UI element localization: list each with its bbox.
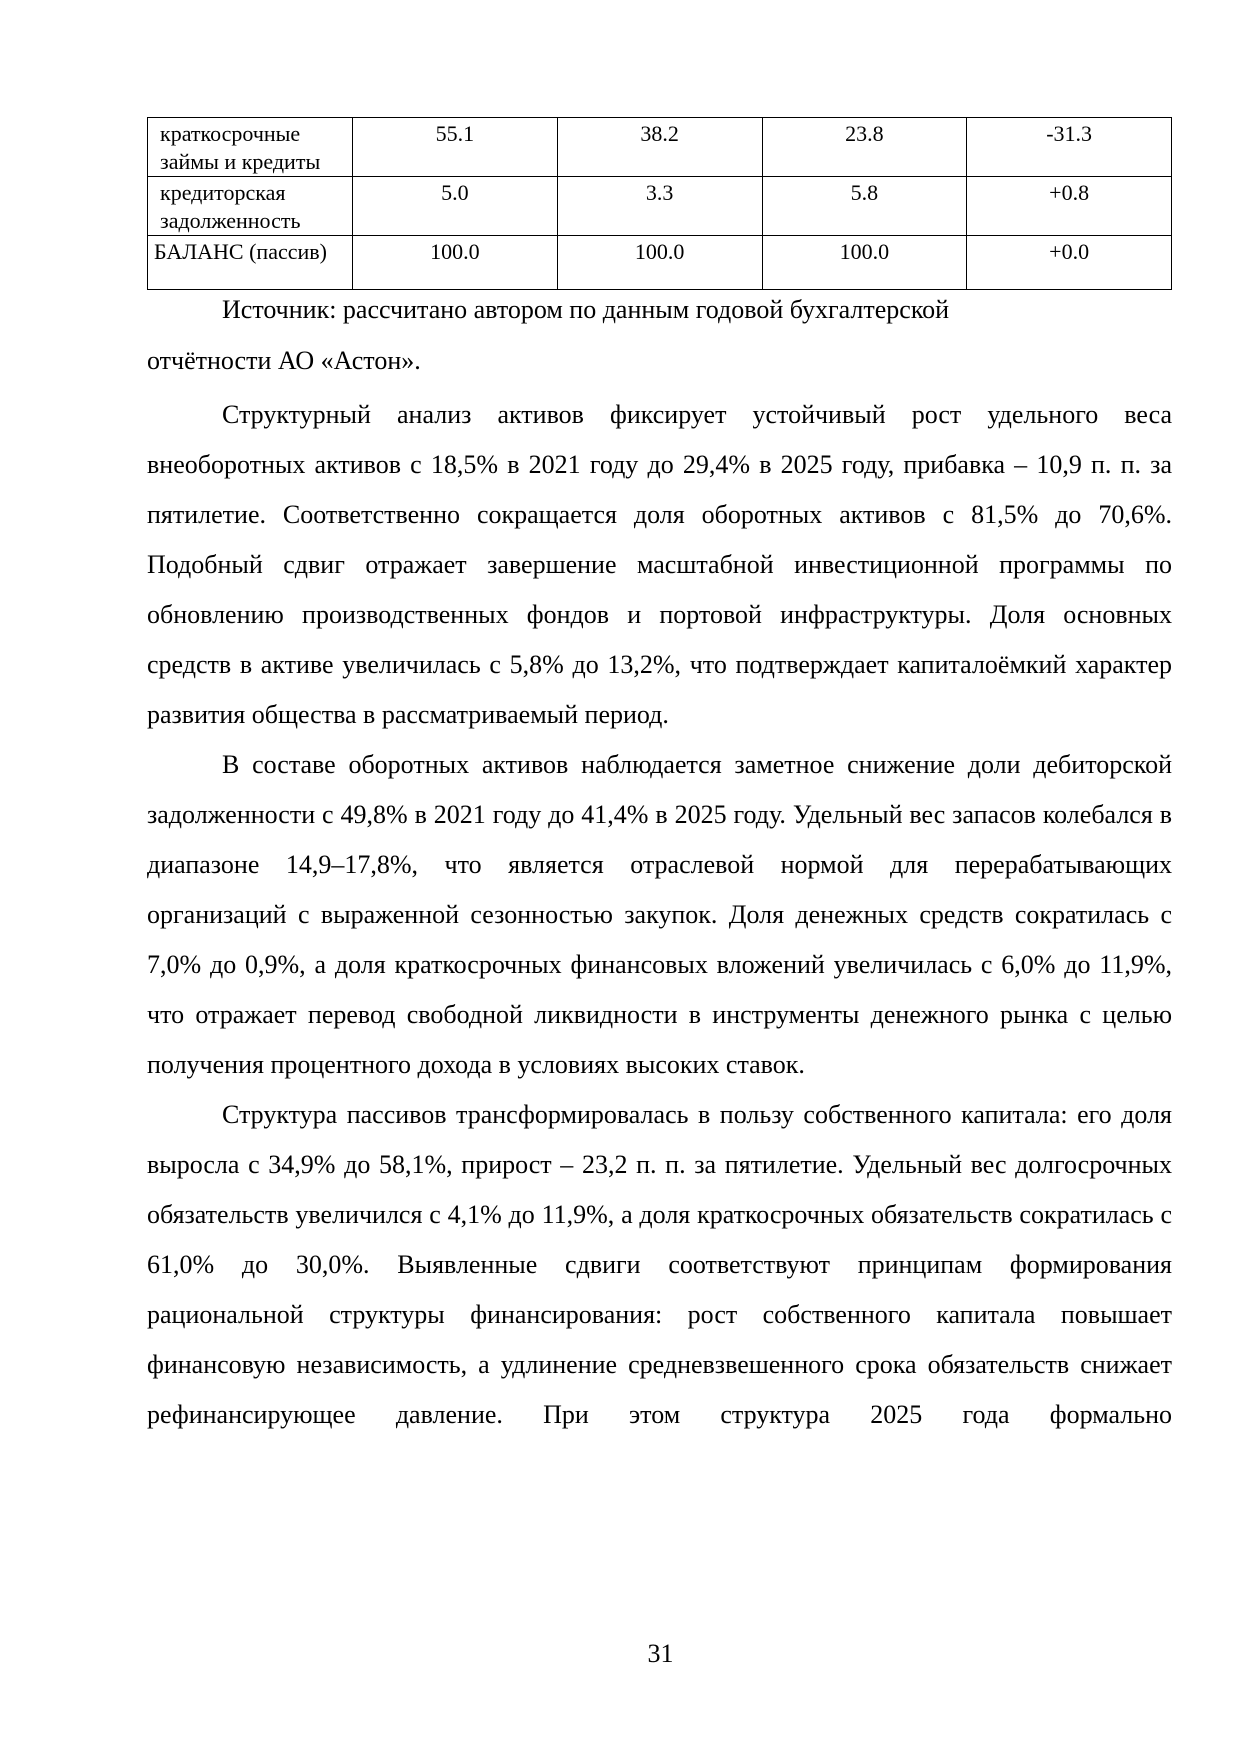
table-cell: 55.1 — [353, 118, 558, 177]
page-number: 31 — [647, 1639, 674, 1668]
table-cell: 5.8 — [762, 177, 967, 236]
row-label: краткосрочные займы и кредиты — [148, 118, 353, 177]
paragraph: Структурный анализ активов фиксирует устойчивый рост удельного веса внеоборотных активов с 18,5% в 2021 году до 29,4% в 2025 году, прибавка – 10,9 п. п. за пятилетие. Соответственно сокращается доля оборотных активов с 81,5% до 70,6%. Подобный сдвиг отражает завершение масштабной инвестиционной программы по обновлению производственных фондов и портовой инфраструктуры. Доля основных средств в активе увеличилась с 5,8% до 13,2%, что подтверждает капиталоёмкий характер развития общества в рассматриваемый период. — [147, 400, 1172, 729]
table-cell: 100.0 — [762, 236, 967, 290]
table-row — [148, 118, 1172, 177]
table-cell: 38.2 — [557, 118, 762, 177]
table-cell: 5.0 — [353, 177, 558, 236]
table-row — [148, 177, 1172, 236]
row-label: БАЛАНС (пассив) — [148, 236, 353, 290]
table-cell: +0.0 — [967, 236, 1172, 290]
table-row — [148, 236, 1172, 290]
body-text — [147, 390, 1172, 1440]
table-cell: 100.0 — [353, 236, 558, 290]
table-cell: +0.8 — [967, 177, 1172, 236]
table-cell: -31.3 — [967, 118, 1172, 177]
table-source-note-continued: отчётности АО «Астон». — [147, 346, 421, 375]
balance-structure-table — [147, 117, 1172, 290]
table-source-note: Источник: рассчитано автором по данным годовой бухгалтерской — [222, 295, 950, 324]
paragraph: В составе оборотных активов наблюдается заметное снижение доли дебиторской задолженности с 49,8% в 2021 году до 41,4% в 2025 году. Удельный вес запасов колебался в диапазоне 14,9–17,8%, что является отраслевой нормой для перерабатывающих организаций с выраженной сезонностью закупок. Доля денежных средств сократилась с 7,0% до 0,9%, а доля краткосрочных финансовых вложений увеличилась с 6,0% до 11,9%, что отражает перевод свободной ликвидности в инструменты денежного рынка с целью получения процентного дохода в условиях высоких ставок. — [147, 750, 1172, 1079]
table-cell: 3.3 — [557, 177, 762, 236]
table-cell: 100.0 — [557, 236, 762, 290]
table-cell: 23.8 — [762, 118, 967, 177]
row-label: кредиторская задолженность — [148, 177, 353, 236]
paragraph: Структура пассивов трансформировалась в пользу собственного капитала: его доля выросла с 34,9% до 58,1%, прирост – 23,2 п. п. за пятилетие. Удельный вес долгосрочных обязательств увеличился с 4,1% до 11,9%, а доля краткосрочных обязательств сократилась с 61,0% до 30,0%. Выявленные сдвиги соответствуют принципам формирования рациональной структуры финансирования: рост собственного капитала повышает финансовую независимость, а удлинение средневзвешенного срока обязательств снижает рефинансирующее давление. При этом структура 2025 года формально — [147, 1100, 1172, 1429]
